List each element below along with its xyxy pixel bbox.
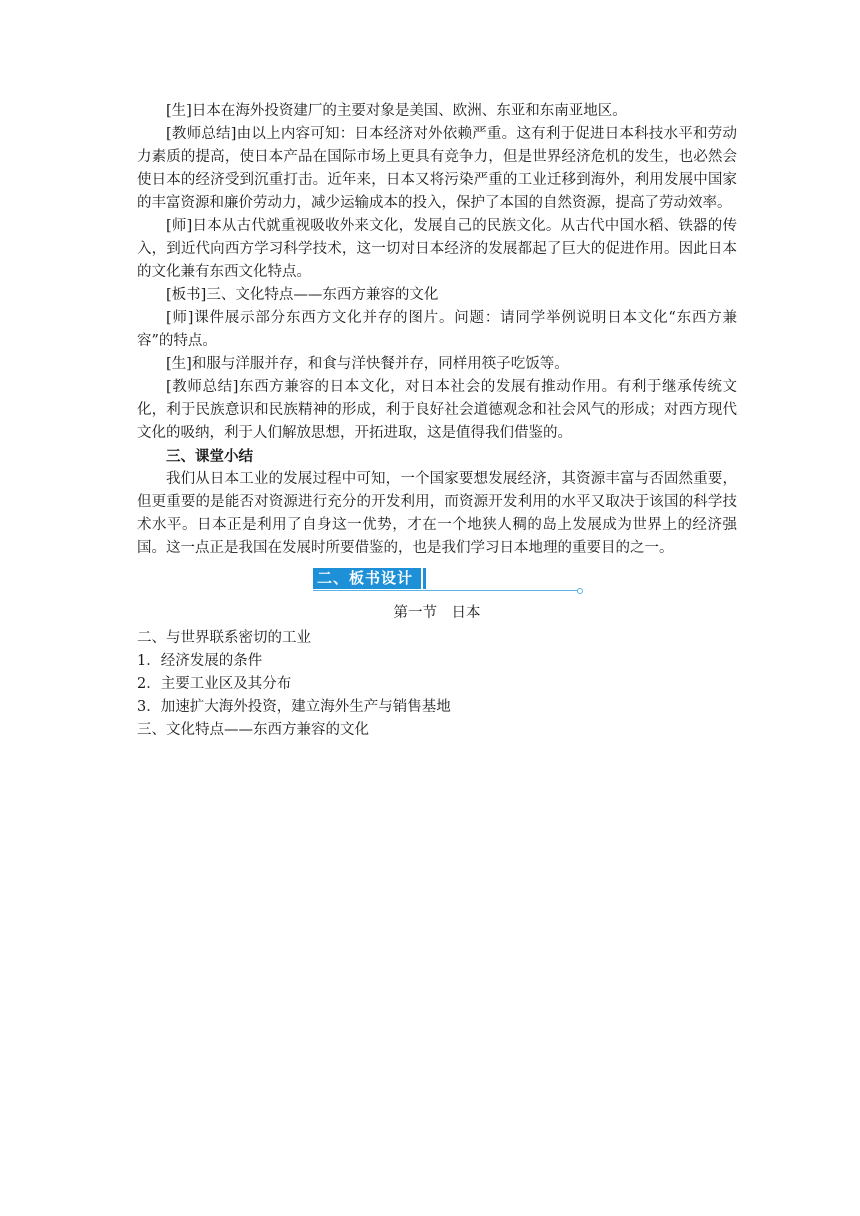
board-line: 3．加速扩大海外投资，建立海外生产与销售基地 bbox=[137, 699, 451, 715]
board-line: 2．主要工业区及其分布 bbox=[137, 676, 292, 692]
paragraph-teacher-summary-culture: [教师总结]东西方兼容的日本文化，对日本社会的发展有推动作用。有利于继承传统文化，利于民族意识和民族精神的形成，利于良好社会道德观念和社会风气的形成；对西方现代文化的吸纳，利于人们解放思想，开拓进取，这是值得我们借鉴的。 bbox=[137, 379, 737, 441]
paragraph-class-summary: 我们从日本工业的发展过程中可知，一个国家要想发展经济，其资源丰富与否固然重要，但更重要的是能否对资源进行充分的开发利用，而资源开发利用的水平又取决于该国的科学技术水平。日本正是利用了自身这一优势，才在一个地狭人稠的岛上发展成为世界上的经济强国。这一点正是我国在发展时所要借鉴的，也是我们学习日本地理的重要目的之一。 bbox=[137, 471, 737, 556]
banner-end-dot bbox=[577, 588, 583, 594]
section-heading-summary: 三、课堂小结 bbox=[166, 448, 253, 465]
board-line: 二、与世界联系密切的工业 bbox=[137, 630, 311, 646]
paragraph-student-examples: [生]和服与洋服并存，和食与洋快餐并存，同样用筷子吃饭等。 bbox=[166, 356, 569, 372]
paragraph-teacher-culture: [师]日本从古代就重视吸收外来文化，发展自己的民族文化。从古代中国水稻、铁器的传入，到近代向西方学习科学技术，这一切对日本经济的发展都起了巨大的促进作用。因此日本的文化兼有东西文化特点。 bbox=[137, 218, 737, 280]
paragraph-teacher-question: [师]课件展示部分东西方文化并存的图片。问题：请同学举例说明日本文化“东西方兼容”的特点。 bbox=[137, 310, 737, 349]
paragraph-teacher-summary-economy: [教师总结]由以上内容可知：日本经济对外依赖严重。这有利于促进日本科技水平和劳动力素质的提高，使日本产品在国际市场上更具有竞争力，但是世界经济危机的发生，也必然会使日本的经济受到沉重打击。近年来，日本又将污染严重的工业迁移到海外，利用发展中国家的丰富资源和廉价劳动力，减少运输成本的投入，保护了本国的自然资源，提高了劳动效率。 bbox=[137, 126, 737, 211]
paragraph-board-note: [板书]三、文化特点——东西方兼容的文化 bbox=[166, 287, 439, 303]
banner-label: 二、板书设计 bbox=[313, 568, 421, 589]
banner-accent-bar bbox=[423, 568, 426, 589]
board-title: 第一节 日本 bbox=[393, 605, 481, 621]
banner-underline bbox=[313, 590, 579, 591]
section-banner bbox=[137, 568, 737, 598]
board-line: 三、文化特点——东西方兼容的文化 bbox=[137, 722, 369, 738]
document-body bbox=[137, 100, 737, 742]
board-line: 1．经济发展的条件 bbox=[137, 653, 263, 669]
paragraph-student-answer: [生]日本在海外投资建厂的主要对象是美国、欧洲、东亚和东南亚地区。 bbox=[166, 103, 627, 119]
